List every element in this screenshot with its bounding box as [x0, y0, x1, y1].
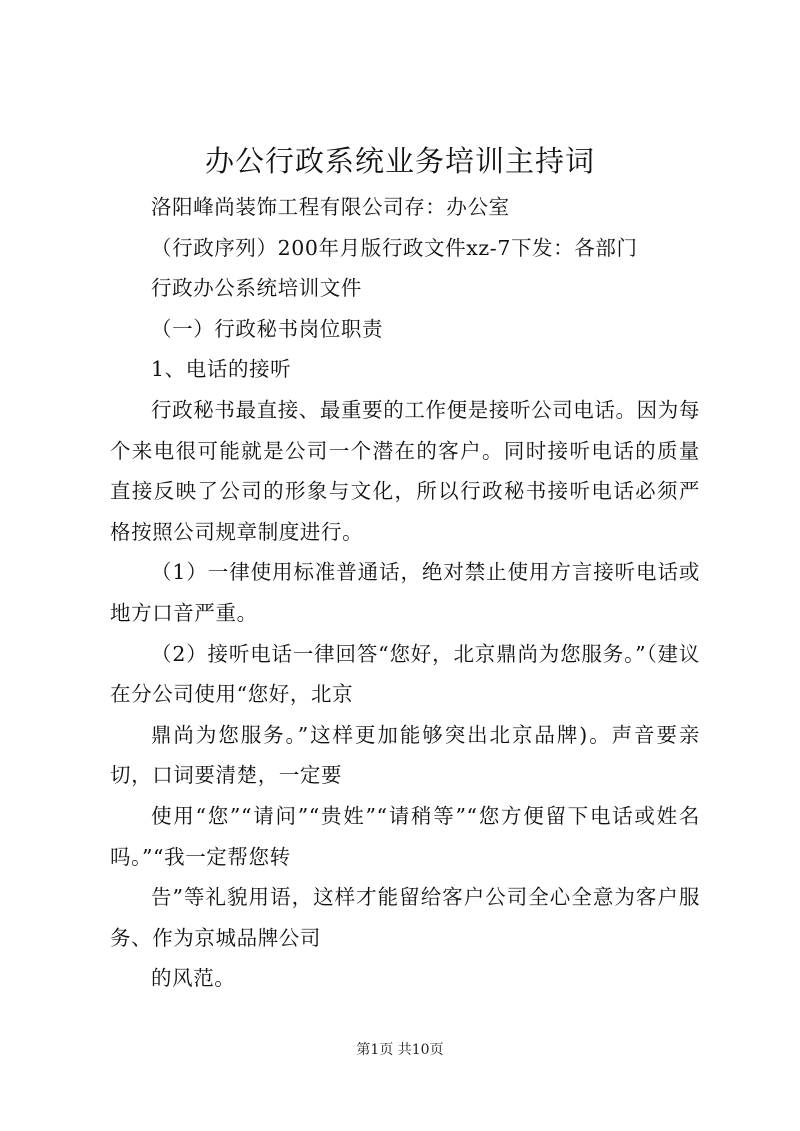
paragraph-rule-2: （2）接听电话一律回答“您好，北京鼎尚为您服务。”（建议在分公司使用“您好，北京	[110, 641, 700, 707]
section-heading: （一）行政秘书岗位职责	[151, 316, 384, 341]
document-title: 办公行政系统业务培训主持词	[204, 144, 595, 178]
page-footer: 第1页 共10页	[356, 1042, 444, 1058]
paragraph-company: 洛阳峰尚装饰工程有限公司存：办公室	[151, 195, 510, 219]
paragraph-rule-1: （1）一律使用标准普通话，绝对禁止使用方言接听电话或地方口音严重。	[110, 560, 700, 625]
paragraph-training-file: 行政办公系统培训文件	[151, 276, 362, 301]
paragraph-closing: 的风范。	[151, 966, 236, 991]
document-body	[110, 187, 700, 999]
paragraph-sequence: （行政序列）200年月版行政文件xz-7下发：各部门	[151, 235, 638, 260]
subsection-heading: 1、电话的接听	[151, 357, 292, 382]
paragraph-rule-2-cont: 鼎尚为您服务。”这样更加能够突出北京品牌)。声音要亲切，口词要清楚，一定要	[110, 722, 700, 788]
paragraph-polite-words-cont: 告”等礼貌用语，这样才能留给客户公司全心全意为客户服务、作为京城品牌公司	[110, 885, 700, 950]
paragraph-polite-words: 使用“您”“请问”“贵姓”“请稍等”“您方便留下电话或姓名吗。”“我一定帮您转	[110, 803, 700, 869]
paragraph-intro: 行政秘书最直接、最重要的工作便是接听公司电话。因为每个来电很可能就是公司一个潜在的客户。同时接听电话的质量直接反映了公司的形象与文化，所以行政秘书接听电话必须严格按照公司规章制度进行。	[110, 397, 700, 544]
